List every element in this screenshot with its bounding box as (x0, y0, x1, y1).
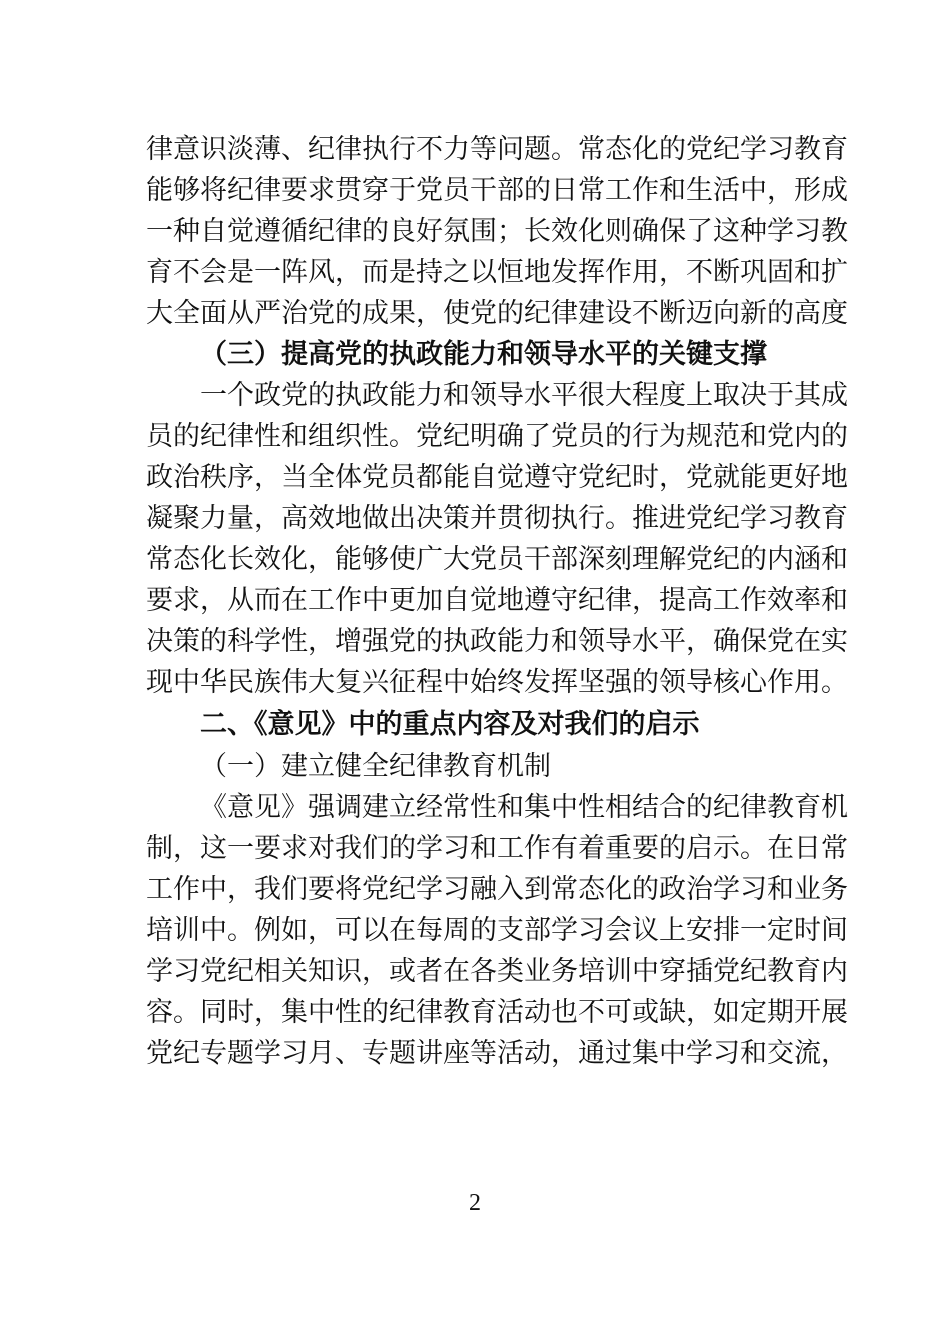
section-heading-3: （三）提高党的执政能力和领导水平的关键支撑 (200, 339, 767, 370)
page-number: 2 (469, 1190, 481, 1216)
paragraph-line: 政治秩序，当全体党员都能自觉遵守党纪时，党就能更好地 (146, 462, 848, 493)
paragraph-line: 要求，从而在工作中更加自觉地遵守纪律，提高工作效率和 (146, 585, 848, 616)
paragraph-line: 现中华民族伟大复兴征程中始终发挥坚强的领导核心作用。 (146, 667, 848, 698)
paragraph-line: 培训中。例如，可以在每周的支部学习会议上安排一定时间 (146, 915, 848, 946)
subheading-1: （一）建立健全纪律教育机制 (200, 751, 551, 782)
paragraph-line: 容。同时，集中性的纪律教育活动也不可或缺，如定期开展 (146, 997, 848, 1028)
paragraph-line: 一个政党的执政能力和领导水平很大程度上取决于其成 (200, 380, 848, 411)
paragraph-line: 决策的科学性，增强党的执政能力和领导水平，确保党在实 (146, 626, 848, 657)
paragraph-line: 一种自觉遵循纪律的良好氛围；长效化则确保了这种学习教 (146, 216, 848, 247)
paragraph-line: 制，这一要求对我们的学习和工作有着重要的启示。在日常 (146, 833, 848, 864)
paragraph-line: 凝聚力量，高效地做出决策并贯彻执行。推进党纪学习教育 (146, 503, 848, 534)
paragraph-line: 党纪专题学习月、专题讲座等活动，通过集中学习和交流， (146, 1038, 848, 1069)
paragraph-line: 《意见》强调建立经常性和集中性相结合的纪律教育机 (200, 792, 848, 823)
paragraph-line: 学习党纪相关知识，或者在各类业务培训中穿插党纪教育内 (146, 956, 848, 987)
paragraph-line: 育不会是一阵风，而是持之以恒地发挥作用，不断巩固和扩 (146, 257, 848, 288)
paragraph-line: 员的纪律性和组织性。党纪明确了党员的行为规范和党内的 (146, 421, 848, 452)
paragraph-line: 能够将纪律要求贯穿于党员干部的日常工作和生活中，形成 (146, 175, 848, 206)
paragraph-line: 律意识淡薄、纪律执行不力等问题。常态化的党纪学习教育 (146, 134, 848, 165)
paragraph-line: 大全面从严治党的成果，使党的纪律建设不断迈向新的高度 (146, 298, 848, 329)
paragraph-line: 常态化长效化，能够使广大党员干部深刻理解党纪的内涵和 (146, 544, 848, 575)
paragraph-line: 工作中，我们要将党纪学习融入到常态化的政治学习和业务 (146, 874, 848, 905)
section-title-2: 二、《意见》中的重点内容及对我们的启示 (200, 709, 700, 740)
